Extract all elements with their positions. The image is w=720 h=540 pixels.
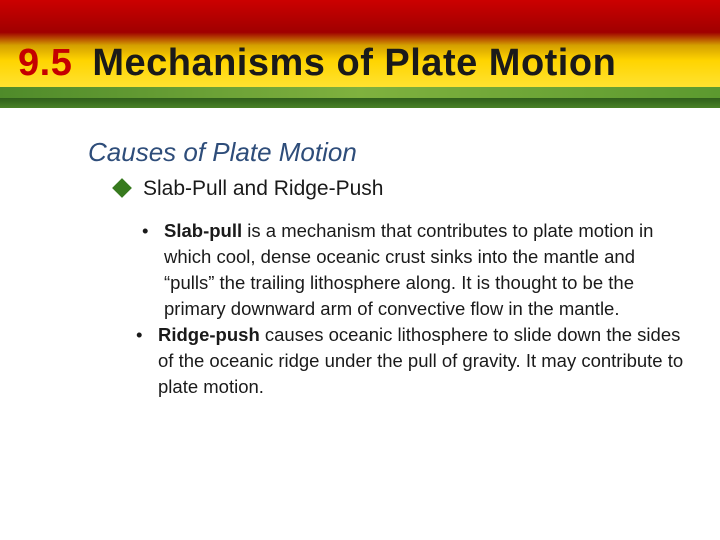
bullet-text: is a mechanism that contributes to plate motion in which cool, dense oceanic crust sinks into the mantle and “pulls” the trailing lithosphere along. It is thought to be the primary downward arm of convective flow in the mantle. xyxy=(164,220,654,319)
bullet-item-slab-pull xyxy=(142,218,684,322)
slide-number: 9.5 xyxy=(18,42,73,84)
bullet-list xyxy=(136,218,702,400)
bullet-item-ridge-push xyxy=(136,322,698,400)
slide-title-text: Mechanisms of Plate Motion xyxy=(92,42,617,84)
bullet-term: Slab-pull xyxy=(164,220,243,241)
bullet-term: Ridge-push xyxy=(158,324,260,345)
slide-title xyxy=(18,42,616,85)
section-heading: Causes of Plate Motion xyxy=(88,137,357,167)
bullet-text: causes oceanic lithosphere to slide down the sides of the oceanic ridge under the pull of gravity. It may contribute to plate motion. xyxy=(158,324,684,397)
title-bar-stripe xyxy=(0,87,720,98)
title-bar-stripe-dark xyxy=(0,98,720,108)
diamond-icon xyxy=(112,178,132,198)
bullet-dot: • xyxy=(136,324,143,345)
bullet-dot: • xyxy=(142,220,149,241)
subheading: Slab-Pull and Ridge-Push xyxy=(143,177,384,200)
